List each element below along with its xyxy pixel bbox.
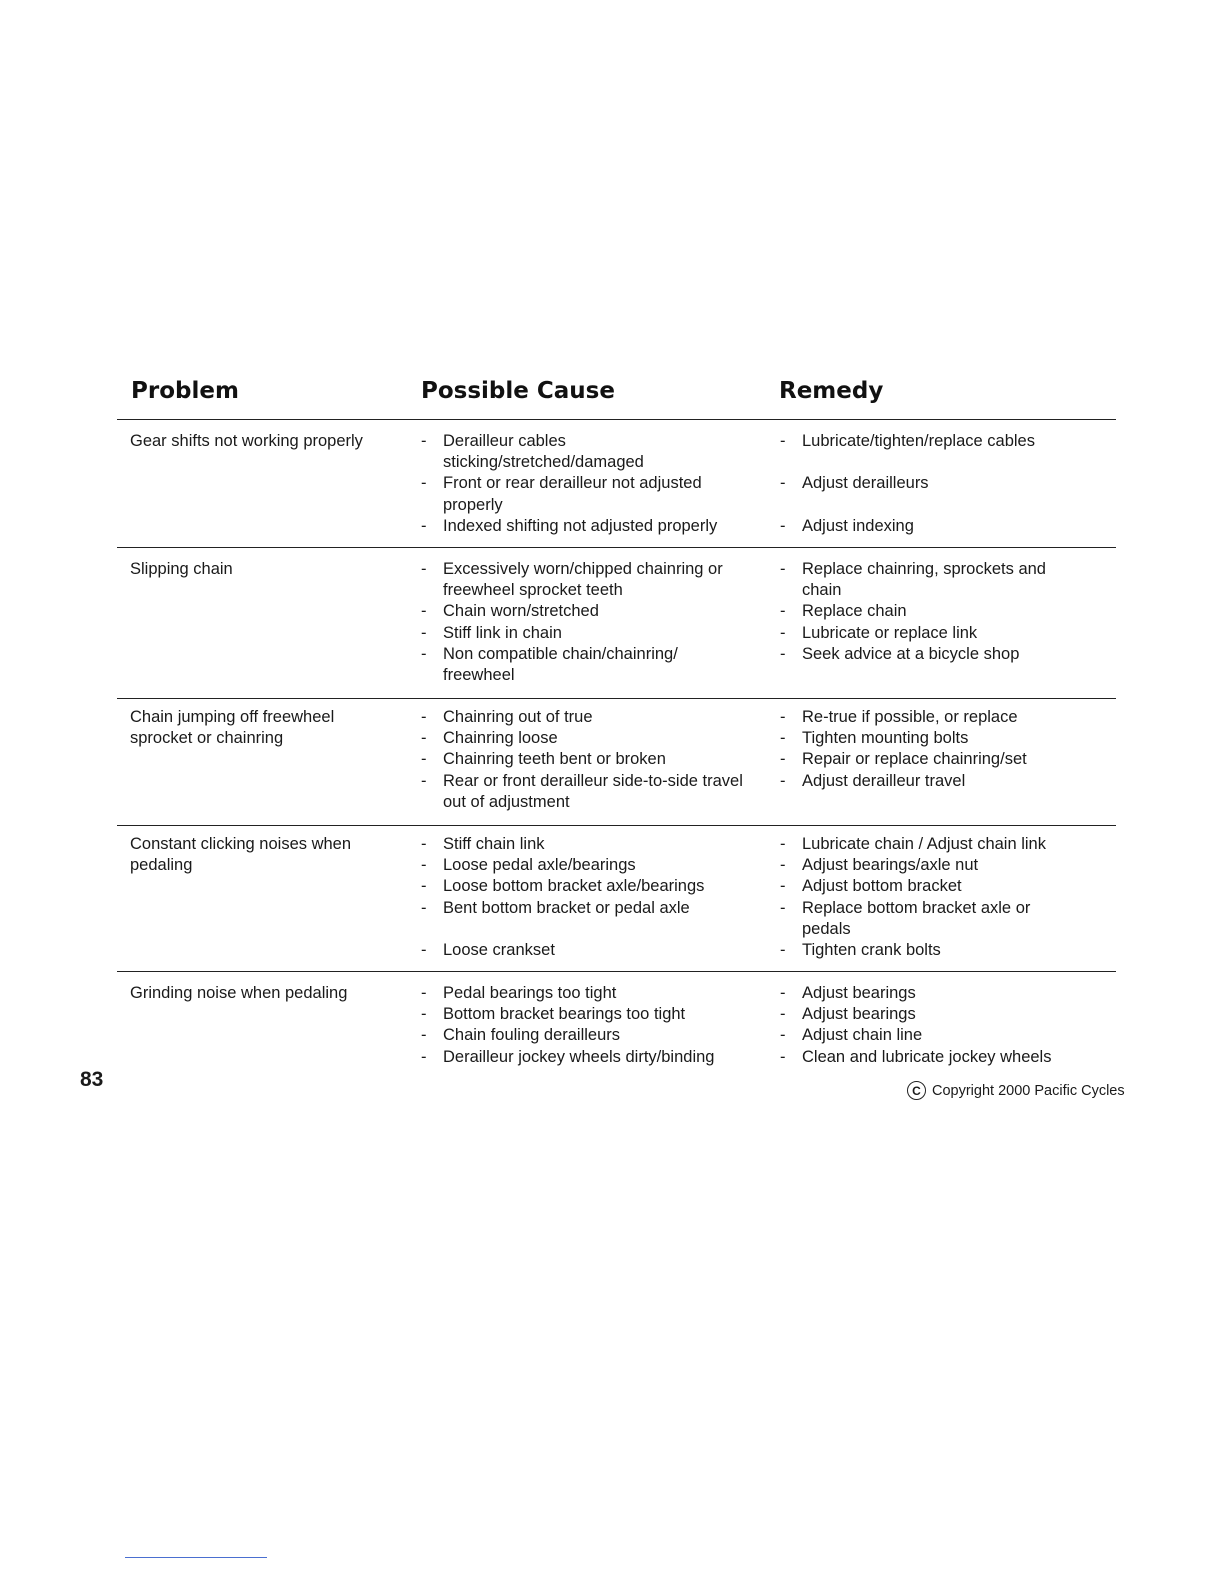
cause-item: - Chain worn/stretched: [421, 601, 751, 622]
remedy-item: - Adjust indexing: [780, 516, 1070, 537]
problem-cell: Grinding noise when pedaling: [130, 984, 348, 1002]
copyright-text: Copyright 2000 Pacific Cycles: [932, 1082, 1125, 1099]
problem-cell: Gear shifts not working properly: [130, 432, 363, 450]
cause-item: - Loose crankset: [421, 940, 751, 961]
cause-item: - Bent bottom bracket or pedal axle: [421, 898, 751, 919]
problem-cell: Chain jumping off freewheel sprocket or chainring: [130, 708, 335, 748]
remedy-item: - Adjust derailleur travel: [780, 771, 1070, 792]
cause-item: - Derailleur cables sticking/stretched/damaged: [421, 431, 751, 473]
remedy-item: - Adjust bearings: [780, 1004, 1070, 1025]
remedy-item: - Adjust bearings: [780, 983, 1070, 1004]
remedy-item: - Replace chainring, sprockets and chain: [780, 559, 1070, 601]
remedy-item: - Re-true if possible, or replace: [780, 707, 1070, 728]
remedy-item: - Tighten mounting bolts: [780, 728, 1070, 749]
remedy-list: [780, 983, 1070, 1068]
cause-list: [421, 431, 751, 537]
divider: [117, 971, 1116, 972]
remedy-item: - Lubricate chain / Adjust chain link: [780, 834, 1070, 855]
cause-item: - Pedal bearings too tight: [421, 983, 751, 1004]
remedy-item: - Replace bottom bracket axle or pedals: [780, 898, 1070, 940]
cause-item: - Indexed shifting not adjusted properly: [421, 516, 751, 537]
problem-cell: Constant clicking noises when pedaling: [130, 835, 352, 875]
cause-item: - Excessively worn/chipped chainring or freewheel sprocket teeth: [421, 559, 751, 601]
cause-item: - Derailleur jockey wheels dirty/binding: [421, 1047, 751, 1068]
remedy-item: - Lubricate or replace link: [780, 623, 1070, 644]
remedy-list: [780, 707, 1070, 792]
cause-item: - Chainring loose: [421, 728, 751, 749]
remedy-item: - Adjust derailleurs: [780, 473, 1070, 494]
cause-item: - Stiff link in chain: [421, 623, 751, 644]
cause-item: - Rear or front derailleur side-to-side travel out of adjustment: [421, 771, 751, 813]
remedy-item: - Replace chain: [780, 601, 1070, 622]
divider: [117, 419, 1116, 420]
cause-item: - Chainring out of true: [421, 707, 751, 728]
copyright-icon: C: [907, 1081, 926, 1100]
table-header: [0, 378, 1224, 412]
copyright-notice: [907, 1081, 1125, 1100]
remedy-header: Remedy: [779, 378, 884, 404]
divider: [117, 547, 1116, 548]
problem-cell: Slipping chain: [130, 560, 233, 578]
cause-item: - Bottom bracket bearings too tight: [421, 1004, 751, 1025]
spacer: [780, 452, 1070, 473]
divider: [117, 825, 1116, 826]
spacer: [780, 495, 1070, 516]
bottom-divider: [125, 1557, 267, 1558]
remedy-item: - Clean and lubricate jockey wheels: [780, 1047, 1070, 1068]
remedy-list: [780, 834, 1070, 961]
cause-list: [421, 559, 751, 686]
problem-header: Problem: [131, 378, 239, 404]
spacer: [421, 919, 751, 940]
cause-item: - Loose pedal axle/bearings: [421, 855, 751, 876]
cause-item: - Front or rear derailleur not adjusted properly: [421, 473, 751, 515]
page-number: 83: [80, 1068, 104, 1091]
cause-item: - Non compatible chain/chainring/ freewheel: [421, 644, 751, 686]
cause-list: [421, 707, 751, 813]
cause-list: [421, 834, 751, 961]
remedy-item: - Adjust bottom bracket: [780, 876, 1070, 897]
remedy-item: - Seek advice at a bicycle shop: [780, 644, 1070, 665]
remedy-item: - Repair or replace chainring/set: [780, 749, 1070, 770]
possible-cause-header: Possible Cause: [421, 378, 615, 404]
cause-list: [421, 983, 751, 1068]
remedy-list: [780, 559, 1070, 665]
remedy-item: - Tighten crank bolts: [780, 940, 1070, 961]
remedy-list: [780, 431, 1070, 537]
cause-item: - Chainring teeth bent or broken: [421, 749, 751, 770]
divider: [117, 698, 1116, 699]
remedy-item: - Lubricate/tighten/replace cables: [780, 431, 1070, 452]
remedy-item: - Adjust chain line: [780, 1025, 1070, 1046]
cause-item: - Loose bottom bracket axle/bearings: [421, 876, 751, 897]
remedy-item: - Adjust bearings/axle nut: [780, 855, 1070, 876]
cause-item: - Stiff chain link: [421, 834, 751, 855]
cause-item: - Chain fouling derailleurs: [421, 1025, 751, 1046]
